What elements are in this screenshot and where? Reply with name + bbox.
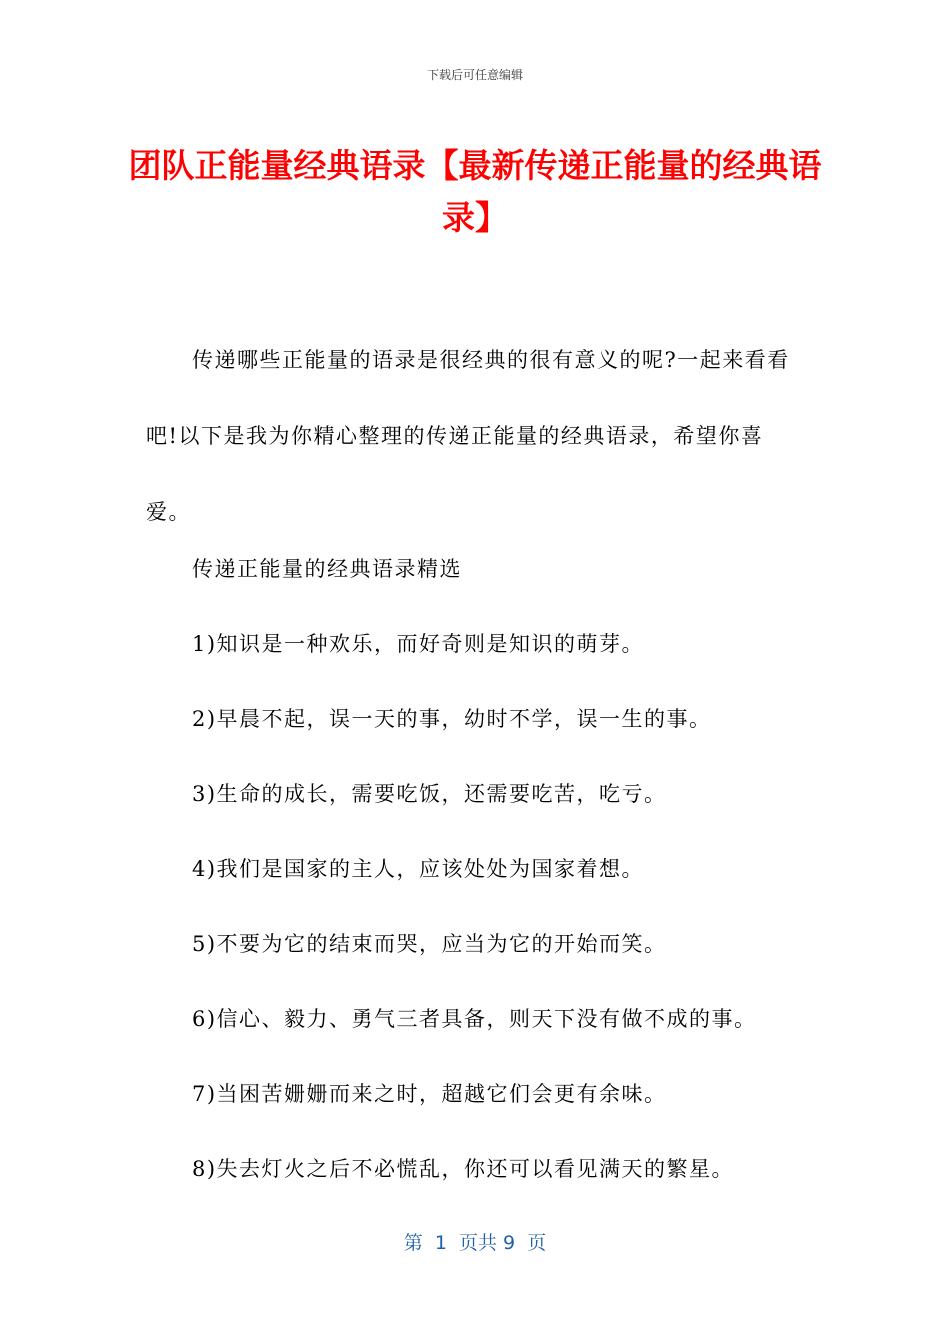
intro-paragraph: 传递哪些正能量的语录是很经典的很有意义的呢?一起来看看吧!以下是我为你精心整理的传递正能量的经典语录，希望你喜爱。 xyxy=(146,348,790,524)
quote-item: 3)生命的成长，需要吃饭，还需要吃苦，吃亏。 xyxy=(192,782,667,806)
quote-item: 6)信心、毅力、勇气三者具备，则天下没有做不成的事。 xyxy=(192,1007,757,1031)
page-number-footer: 第 1 页共 9 页 xyxy=(403,1232,547,1254)
quote-item: 2)早晨不起，误一天的事，幼时不学，误一生的事。 xyxy=(192,707,712,731)
header-note: 下载后可任意编辑 xyxy=(426,68,523,82)
quote-item: 5)不要为它的结束而哭，应当为它的开始而笑。 xyxy=(192,932,667,956)
quote-item: 1)知识是一种欢乐，而好奇则是知识的萌芽。 xyxy=(192,632,645,656)
quote-item: 8)失去灯火之后不必慌乱，你还可以看见满天的繁星。 xyxy=(192,1157,735,1181)
section-heading: 传递正能量的经典语录精选 xyxy=(192,557,462,581)
quote-item: 7)当困苦姗姗而来之时，超越它们会更有余味。 xyxy=(192,1082,667,1106)
document-title: 团队正能量经典语录【最新传递正能量的经典语录】 xyxy=(128,146,822,237)
quote-item: 4)我们是国家的主人，应该处处为国家着想。 xyxy=(192,857,645,881)
